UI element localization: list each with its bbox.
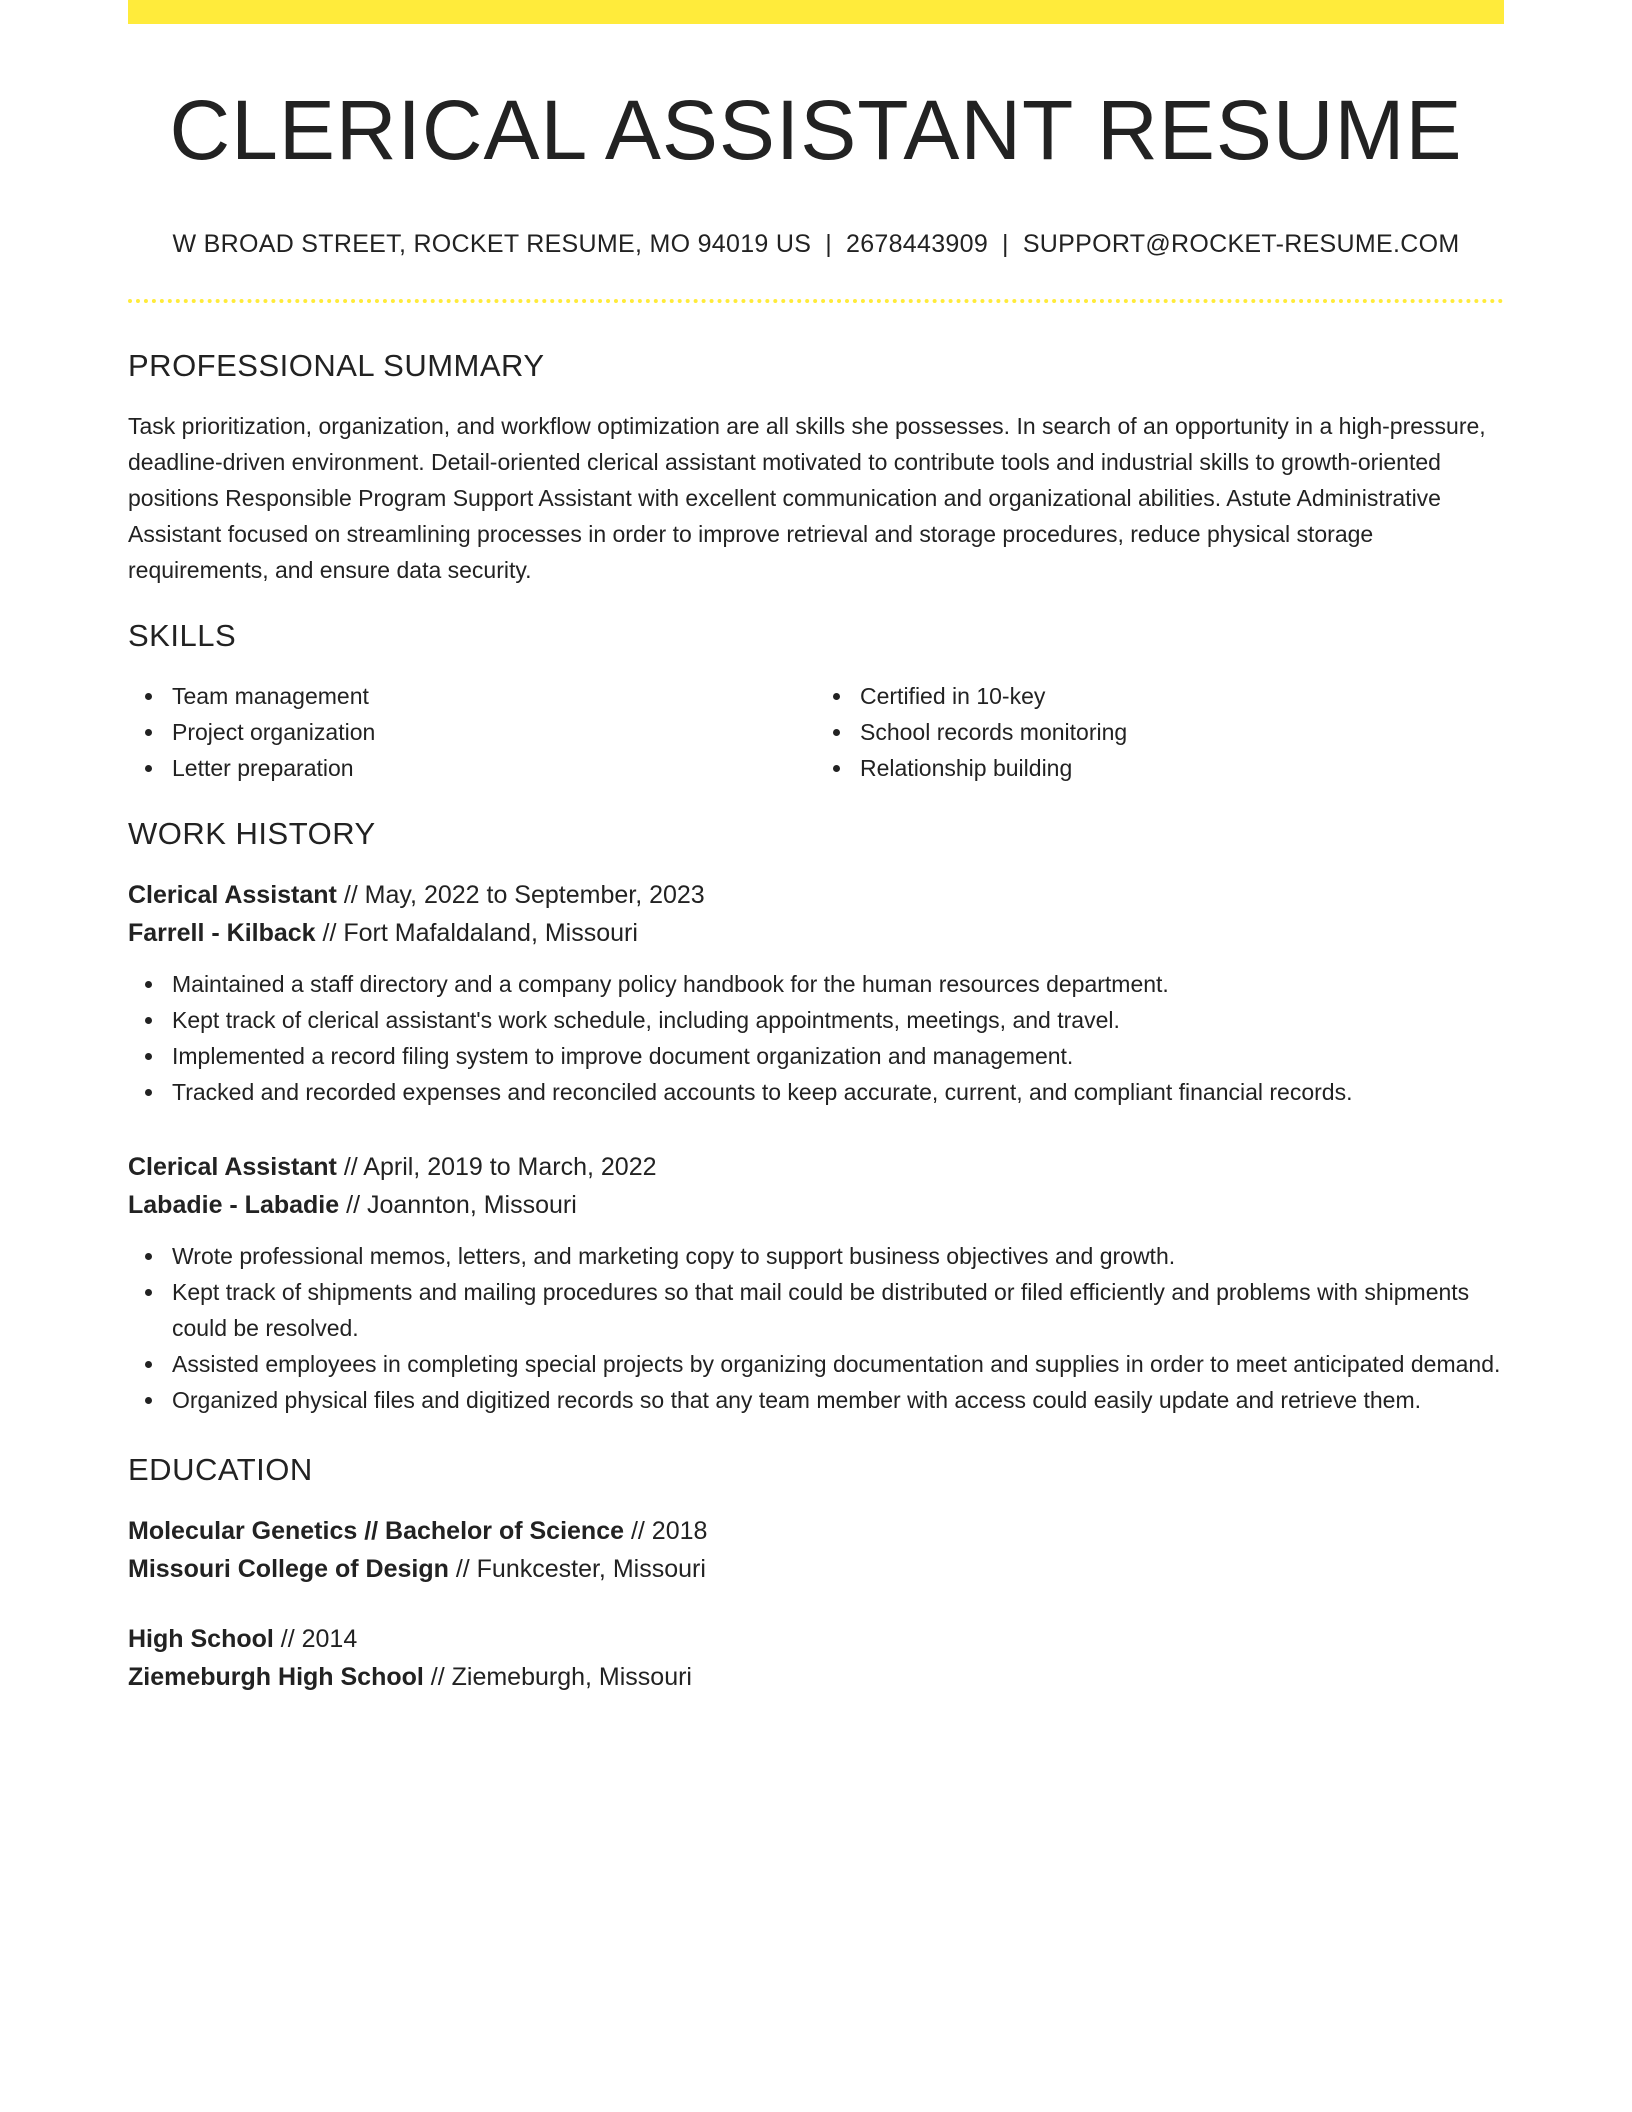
job-duty-item: Kept track of clerical assistant's work schedule, including appointments, meetings, and travel. bbox=[128, 1002, 1504, 1038]
skills-column-right bbox=[816, 678, 1504, 786]
education-school: Missouri College of Design bbox=[128, 1555, 449, 1584]
summary-heading: PROFESSIONAL SUMMARY bbox=[128, 348, 545, 384]
job-duty-item: Wrote professional memos, letters, and marketing copy to support business objectives and growth. bbox=[128, 1238, 1504, 1274]
education-year: // 2014 bbox=[273, 1625, 358, 1654]
skill-item: School records monitoring bbox=[816, 714, 1504, 750]
education-entry bbox=[128, 1620, 1504, 1696]
education-degree: Molecular Genetics // Bachelor of Science bbox=[128, 1517, 625, 1546]
skills-heading: SKILLS bbox=[128, 618, 237, 654]
job-company: Labadie - Labadie bbox=[128, 1191, 340, 1220]
top-accent-bar bbox=[128, 0, 1504, 24]
job-dates: // April, 2019 to March, 2022 bbox=[336, 1153, 657, 1182]
resume-title: CLERICAL ASSISTANT RESUME bbox=[169, 83, 1463, 177]
job-company-line bbox=[128, 914, 1504, 952]
skill-item: Letter preparation bbox=[128, 750, 816, 786]
education-school-line bbox=[128, 1550, 1504, 1588]
job-title-line bbox=[128, 1148, 1504, 1186]
education-year: // 2018 bbox=[624, 1517, 708, 1546]
skill-item: Relationship building bbox=[816, 750, 1504, 786]
contact-email: SUPPORT@ROCKET-RESUME.COM bbox=[1022, 230, 1460, 259]
job-entry bbox=[128, 1148, 1504, 1418]
job-role: Clerical Assistant bbox=[128, 881, 337, 910]
job-dates: // May, 2022 to September, 2023 bbox=[336, 881, 705, 910]
education-location: // Ziemeburgh, Missouri bbox=[423, 1663, 692, 1692]
skills-list bbox=[128, 678, 1504, 786]
job-title-line bbox=[128, 876, 1504, 914]
skill-item: Team management bbox=[128, 678, 816, 714]
dotted-divider bbox=[128, 299, 1504, 303]
work-history-heading: WORK HISTORY bbox=[128, 816, 376, 852]
job-role: Clerical Assistant bbox=[128, 1153, 337, 1182]
summary-text: Task prioritization, organization, and workflow optimization are all skills she possesses. In search of an opportunity in a high-pressure, deadline-driven environment. Detail-oriented clerical assistant motivated to contribute tools and industrial skills to growth-oriented positions Responsible Program Support Assistant with excellent communication and organizational abilities. Astute Administrative Assistant focused on streamlining processes in order to improve retrieval and storage procedures, reduce physical storage requirements, and ensure data security. bbox=[128, 413, 1486, 584]
job-entry bbox=[128, 876, 1504, 1110]
education-location: // Funkcester, Missouri bbox=[448, 1555, 706, 1584]
job-duty-item: Assisted employees in completing special projects by organizing documentation and supplies in order to meet anticipated demand. bbox=[128, 1346, 1504, 1382]
education-degree-line bbox=[128, 1512, 1504, 1550]
education-degree: High School bbox=[128, 1625, 274, 1654]
contact-line bbox=[128, 230, 1504, 259]
education-heading: EDUCATION bbox=[128, 1452, 313, 1488]
skill-item: Project organization bbox=[128, 714, 816, 750]
education-school-line bbox=[128, 1658, 1504, 1696]
job-duty-item: Kept track of shipments and mailing procedures so that mail could be distributed or filed efficiently and problems with shipments could be resolved. bbox=[128, 1274, 1504, 1346]
contact-address: W BROAD STREET, ROCKET RESUME, MO 94019 US bbox=[172, 230, 812, 259]
job-location: // Joannton, Missouri bbox=[339, 1191, 577, 1220]
job-duties bbox=[128, 1238, 1504, 1418]
job-duty-item: Implemented a record filing system to improve document organization and management. bbox=[128, 1038, 1504, 1074]
education-school: Ziemeburgh High School bbox=[128, 1663, 424, 1692]
skill-item: Certified in 10-key bbox=[816, 678, 1504, 714]
contact-separator: | bbox=[825, 230, 832, 259]
job-duty-item: Organized physical files and digitized records so that any team member with access could easily update and retrieve them. bbox=[128, 1382, 1504, 1418]
job-duty-item: Tracked and recorded expenses and reconciled accounts to keep accurate, current, and compliant financial records. bbox=[128, 1074, 1504, 1110]
resume-page bbox=[128, 0, 1504, 1696]
skills-column-left bbox=[128, 678, 816, 786]
job-company: Farrell - Kilback bbox=[128, 919, 316, 948]
job-duty-item: Maintained a staff directory and a company policy handbook for the human resources department. bbox=[128, 966, 1504, 1002]
job-duties bbox=[128, 966, 1504, 1110]
job-company-line bbox=[128, 1186, 1504, 1224]
education-degree-line bbox=[128, 1620, 1504, 1658]
contact-separator: | bbox=[1002, 230, 1009, 259]
contact-phone: 2678443909 bbox=[845, 230, 989, 259]
education-entry bbox=[128, 1512, 1504, 1588]
job-location: // Fort Mafaldaland, Missouri bbox=[315, 919, 638, 948]
